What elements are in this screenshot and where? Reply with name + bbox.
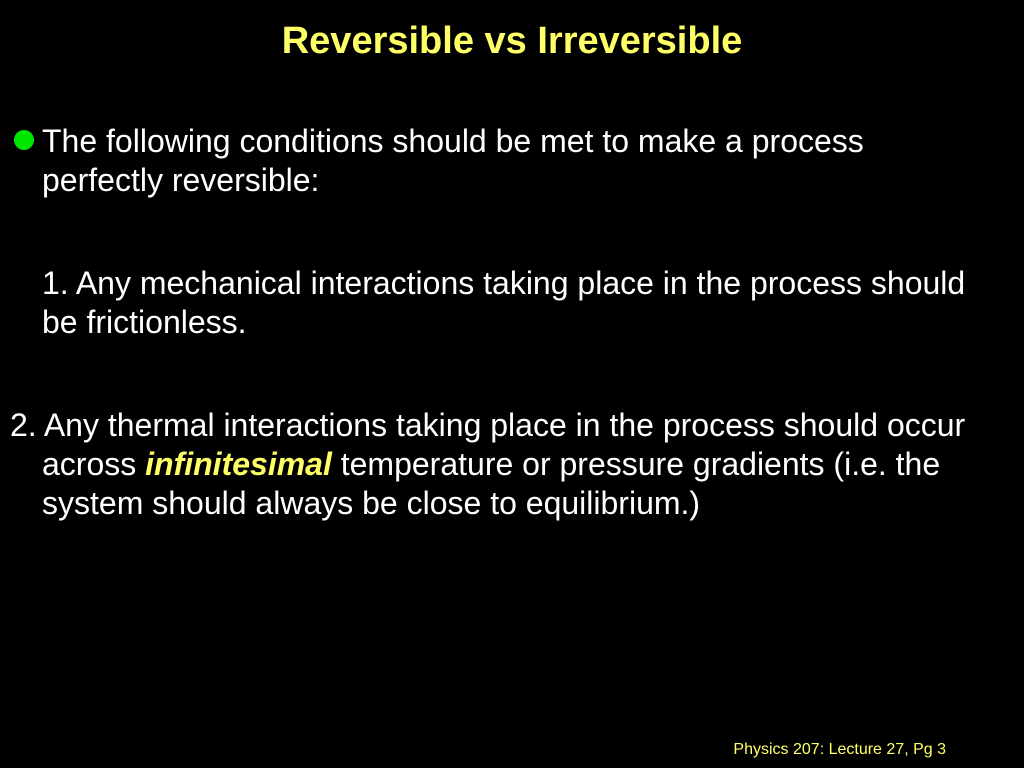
bullet-icon	[14, 130, 34, 150]
slide-footer: Physics 207: Lecture 27, Pg 3	[733, 741, 946, 758]
slide-title: Reversible vs Irreversible	[281, 20, 743, 62]
condition-2-text	[10, 406, 1010, 523]
condition-2-text-after: temperature or pressure gradients (i.e. the system should always be close to equilibrium.)	[42, 446, 941, 521]
condition-1-text: 1. Any mechanical interactions taking place in the process should be frictionless.	[42, 265, 966, 340]
bullet-text: The following conditions should be met to make a process perfectly reversible:	[42, 123, 864, 198]
condition-2-text-before: 2. Any thermal interactions taking place in the process should occur across	[10, 407, 966, 482]
condition-2-emphasis: infinitesimal	[145, 446, 332, 482]
